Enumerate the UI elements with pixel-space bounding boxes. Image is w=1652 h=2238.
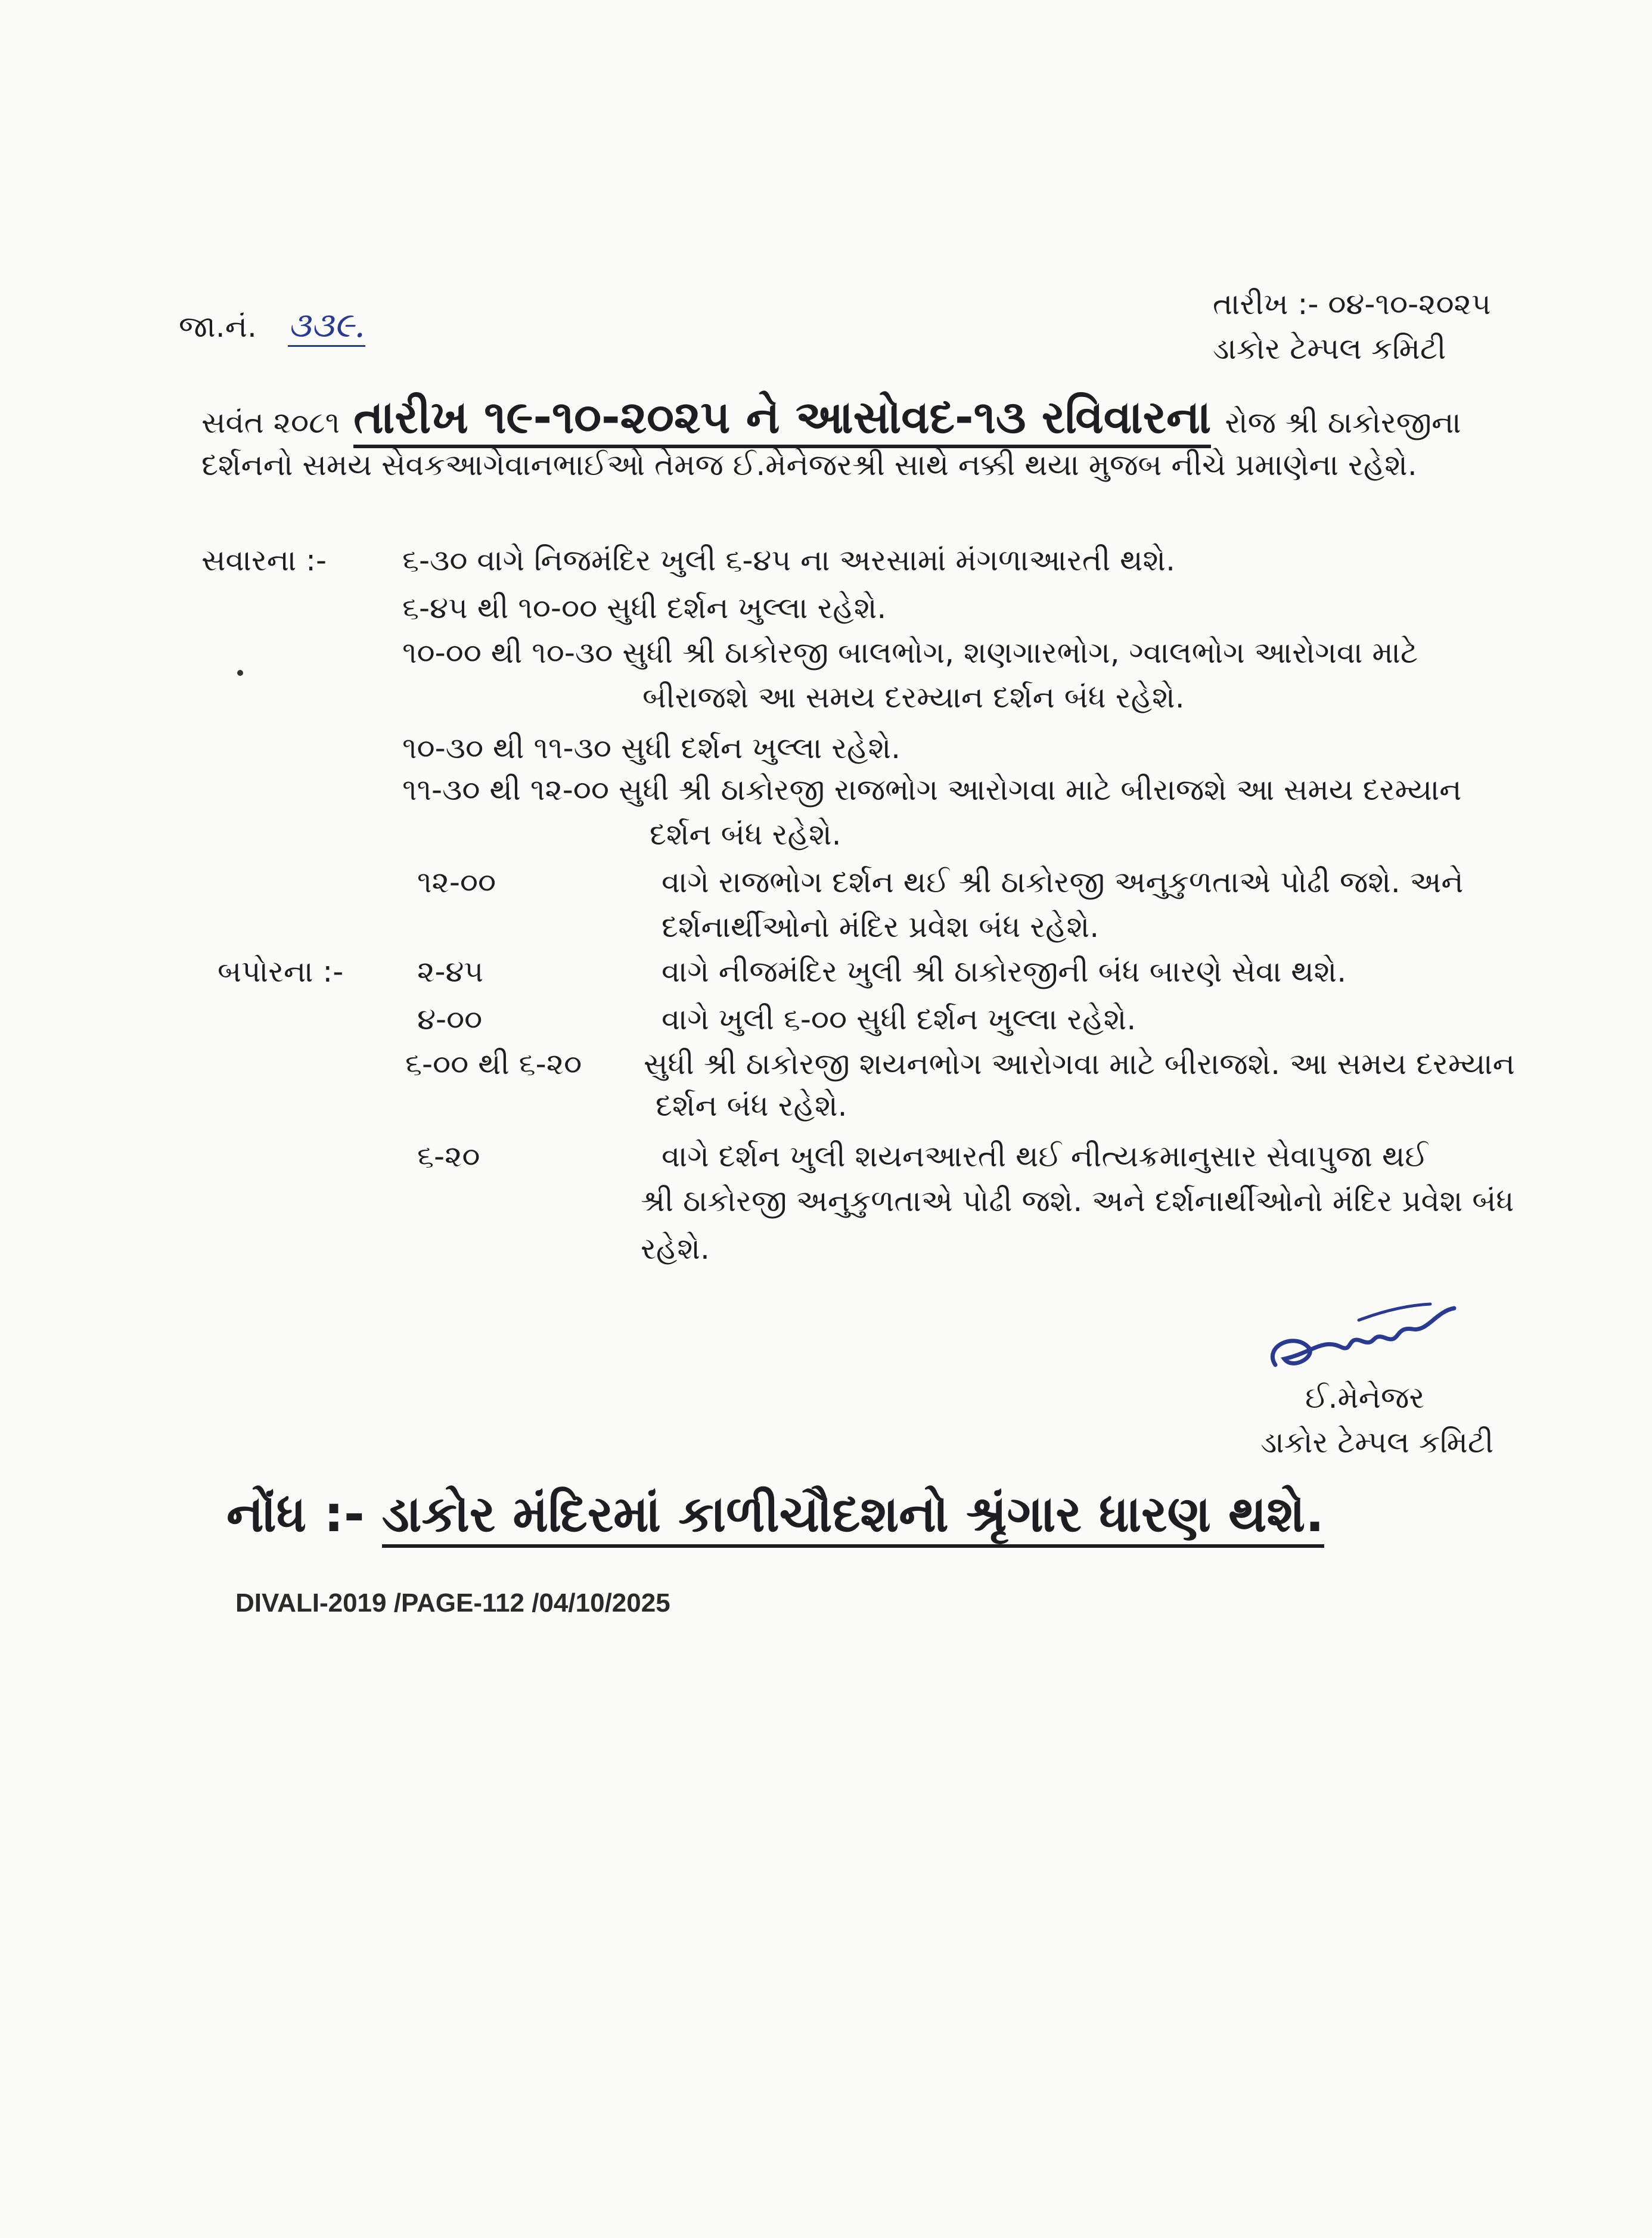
afternoon-line-3a: સુધી શ્રી ઠાકોરજી શયનભોગ આરોગવા માટે બીરાજશે. આ સમય દરમ્યાન: [644, 1047, 1515, 1081]
morning-line-3a: ૧૦-૦૦ થી ૧૦-૩૦ સુધી શ્રી ઠાકોરજી બાલભોગ, શણગારભોગ, ગ્વાલભોગ આરોગવા માટે: [402, 635, 1418, 670]
reference-number: [179, 304, 365, 347]
note-text: ડાકોર મંદિરમાં કાળીચૌદશનો શ્રૃંગાર ધારણ થશે.: [382, 1485, 1324, 1548]
morning-line-3b: બીરાજશે આ સમય દરમ્યાન દર્શન બંધ રહેશે.: [642, 680, 1185, 715]
afternoon-line-1: વાગે નીજમંદિર ખુલી શ્રી ઠાકોરજીની બંધ બારણે સેવા થશે.: [662, 954, 1347, 989]
note-block: [226, 1484, 1324, 1544]
stray-dot: [237, 670, 243, 676]
header-organization: ડાકોર ટેમ્પલ કમિટી: [1213, 331, 1446, 366]
note-label: નોંધ :-: [226, 1485, 365, 1543]
afternoon-label: બપોરના :-: [218, 954, 344, 989]
handwritten-number: ૩૩૯.: [288, 305, 365, 347]
footer-reference: DIVALI-2019 /PAGE-112 /04/10/2025: [235, 1588, 670, 1618]
intro-lead: સવંત ૨૦૮૧: [201, 405, 340, 440]
intro-highlight: તારીખ ૧૯-૧૦-૨૦૨૫ ને આસોવદ-૧૩ રવિવારના: [353, 390, 1211, 448]
reference-label: જા.નં.: [179, 309, 257, 344]
afternoon-time-2: ૪-૦૦: [417, 1002, 483, 1036]
afternoon-line-2: વાગે ખુલી ૬-૦૦ સુધી દર્શન ખુલ્લા રહેશે.: [662, 1002, 1136, 1036]
morning-line-1: ૬-૩૦ વાગે નિજમંદિર ખુલી ૬-૪૫ ના અરસામાં મંગળાઆરતી થશે.: [402, 543, 1175, 578]
morning-line-5a: ૧૧-૩૦ થી ૧૨-૦૦ સુધી શ્રી ઠાકોરજી રાજભોગ આરોગવા માટે બીરાજશે આ સમય દરમ્યાન: [402, 772, 1462, 807]
morning-line-5b: દર્શન બંધ રહેશે.: [650, 817, 841, 852]
signatory-organization: ડાકોર ટેમ્પલ કમિટી: [1260, 1425, 1494, 1460]
morning-line-6b: દર્શનાર્થીઓનો મંદિર પ્રવેશ બંધ રહેશે.: [662, 910, 1100, 944]
afternoon-line-4b: શ્રી ઠાકોરજી અનુકુળતાએ પોઢી જશે. અને દર્શનાર્થીઓનો મંદિર પ્રવેશ બંધ: [641, 1184, 1514, 1218]
intro-line-1: [201, 390, 1530, 444]
morning-line-6a: વાગે રાજભોગ દર્શન થઈ શ્રી ઠાકોરજી અનુકુળતાએ પોઢી જશે. અને: [662, 865, 1464, 899]
afternoon-line-4a: વાગે દર્શન ખુલી શયનઆરતી થઈ નીત્યક્રમાનુસાર સેવાપુજા થઈ: [662, 1139, 1428, 1174]
morning-time-6: ૧૨-૦૦: [417, 865, 496, 899]
signatory-title: ઈ.મેનેજર: [1305, 1380, 1425, 1415]
afternoon-time-1: ૨-૪૫: [417, 954, 484, 989]
morning-line-4: ૧૦-૩૦ થી ૧૧-૩૦ સુધી દર્શન ખુલ્લા રહેશે.: [402, 731, 901, 765]
afternoon-line-4c: રહેશે.: [641, 1231, 710, 1266]
intro-line-2: દર્શનનો સમય સેવકઆગેવાનભાઈઓ તેમજ ઈ.મેનેજરશ્રી સાથે નક્કી થયા મુજબ નીચે પ્રમાણેના રહેશે.: [201, 448, 1417, 482]
morning-line-2: ૬-૪૫ થી ૧૦-૦૦ સુધી દર્શન ખુલ્લા રહેશે.: [402, 591, 887, 625]
afternoon-time-3: ૬-૦૦ થી ૬-૨૦: [405, 1047, 582, 1081]
morning-label: સવારના :-: [201, 543, 327, 578]
intro-tail: રોજ શ્રી ઠાકોરજીના: [1225, 405, 1461, 440]
afternoon-line-3b: દર્શન બંધ રહેશે.: [656, 1088, 847, 1123]
afternoon-time-4: ૬-૨૦: [417, 1139, 480, 1174]
letter-date: તારીખ :- ૦૪-૧૦-૨૦૨૫: [1213, 287, 1491, 321]
